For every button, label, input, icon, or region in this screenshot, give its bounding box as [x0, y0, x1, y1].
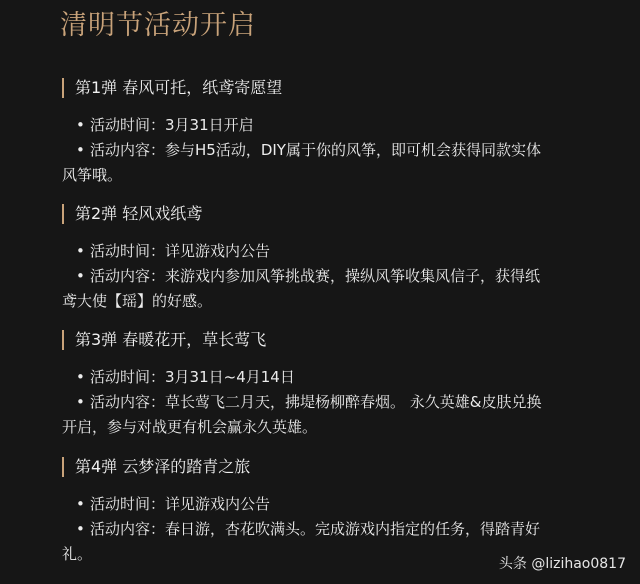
- section-4-time: [76, 491, 616, 517]
- section-3-time: [76, 364, 616, 390]
- content-text-line1: 活动内容：草长莺飞二月天，拂堤杨柳醉春烟。 永久英雄&皮肤兑换: [90, 393, 542, 411]
- accent-bar: [62, 457, 64, 477]
- bullet-icon: •: [76, 393, 85, 411]
- time-text: 活动时间：详见游戏内公告: [90, 495, 271, 513]
- section-3-content: [76, 389, 616, 415]
- section-4-content: [76, 516, 616, 542]
- bullet-icon: •: [76, 116, 85, 134]
- time-text: 活动时间：3月31日开启: [90, 116, 254, 134]
- content-text-line1: 活动内容：来游戏内参加风筝挑战赛，操纵风筝收集风信子，获得纸: [90, 267, 541, 285]
- content-text-line1: 活动内容：参与H5活动，DIY属于你的风筝，即可机会获得同款实体: [90, 141, 541, 159]
- section-2-content: [76, 263, 616, 289]
- accent-bar: [62, 204, 64, 224]
- content-text-line2: 礼。: [62, 545, 93, 563]
- section-2-content-wrap: [62, 288, 602, 314]
- page-title: 清明节活动开启: [60, 10, 256, 41]
- bullet-icon: •: [76, 242, 85, 260]
- section-1-heading: [62, 76, 282, 100]
- section-title: 第1弹 春风可托，纸鸢寄愿望: [75, 78, 283, 97]
- section-4-content-wrap: [62, 541, 362, 567]
- bullet-icon: •: [76, 368, 85, 386]
- section-2-time: [76, 238, 616, 264]
- bullet-icon: •: [76, 267, 85, 285]
- section-1-time: [76, 112, 616, 138]
- section-title: 第4弹 云梦泽的踏青之旅: [75, 457, 251, 476]
- section-1-content-wrap: [62, 162, 602, 188]
- bullet-icon: •: [76, 520, 85, 538]
- accent-bar: [62, 330, 64, 350]
- bullet-icon: •: [76, 495, 85, 513]
- content-text-line1: 活动内容：春日游，杏花吹满头。完成游戏内指定的任务，得踏青好: [90, 520, 541, 538]
- bullet-icon: •: [76, 141, 85, 159]
- section-4-heading: [62, 455, 250, 479]
- content-text-line2: 鸢大使【瑶】的好感。: [62, 292, 213, 310]
- section-2-heading: [62, 202, 202, 226]
- content-text-line2: 开启，参与对战更有机会赢永久英雄。: [62, 418, 318, 436]
- source-watermark: 头条 @lizihao0817: [498, 556, 626, 572]
- accent-bar: [62, 78, 64, 98]
- time-text: 活动时间：详见游戏内公告: [90, 242, 271, 260]
- section-1-content: [76, 137, 616, 163]
- section-3-heading: [62, 328, 266, 352]
- time-text: 活动时间：3月31日~4月14日: [90, 368, 295, 386]
- section-3-content-wrap: [62, 414, 602, 440]
- content-text-line2: 风筝哦。: [62, 166, 123, 184]
- section-title: 第2弹 轻风戏纸鸢: [75, 204, 203, 223]
- section-title: 第3弹 春暖花开，草长莺飞: [75, 330, 267, 349]
